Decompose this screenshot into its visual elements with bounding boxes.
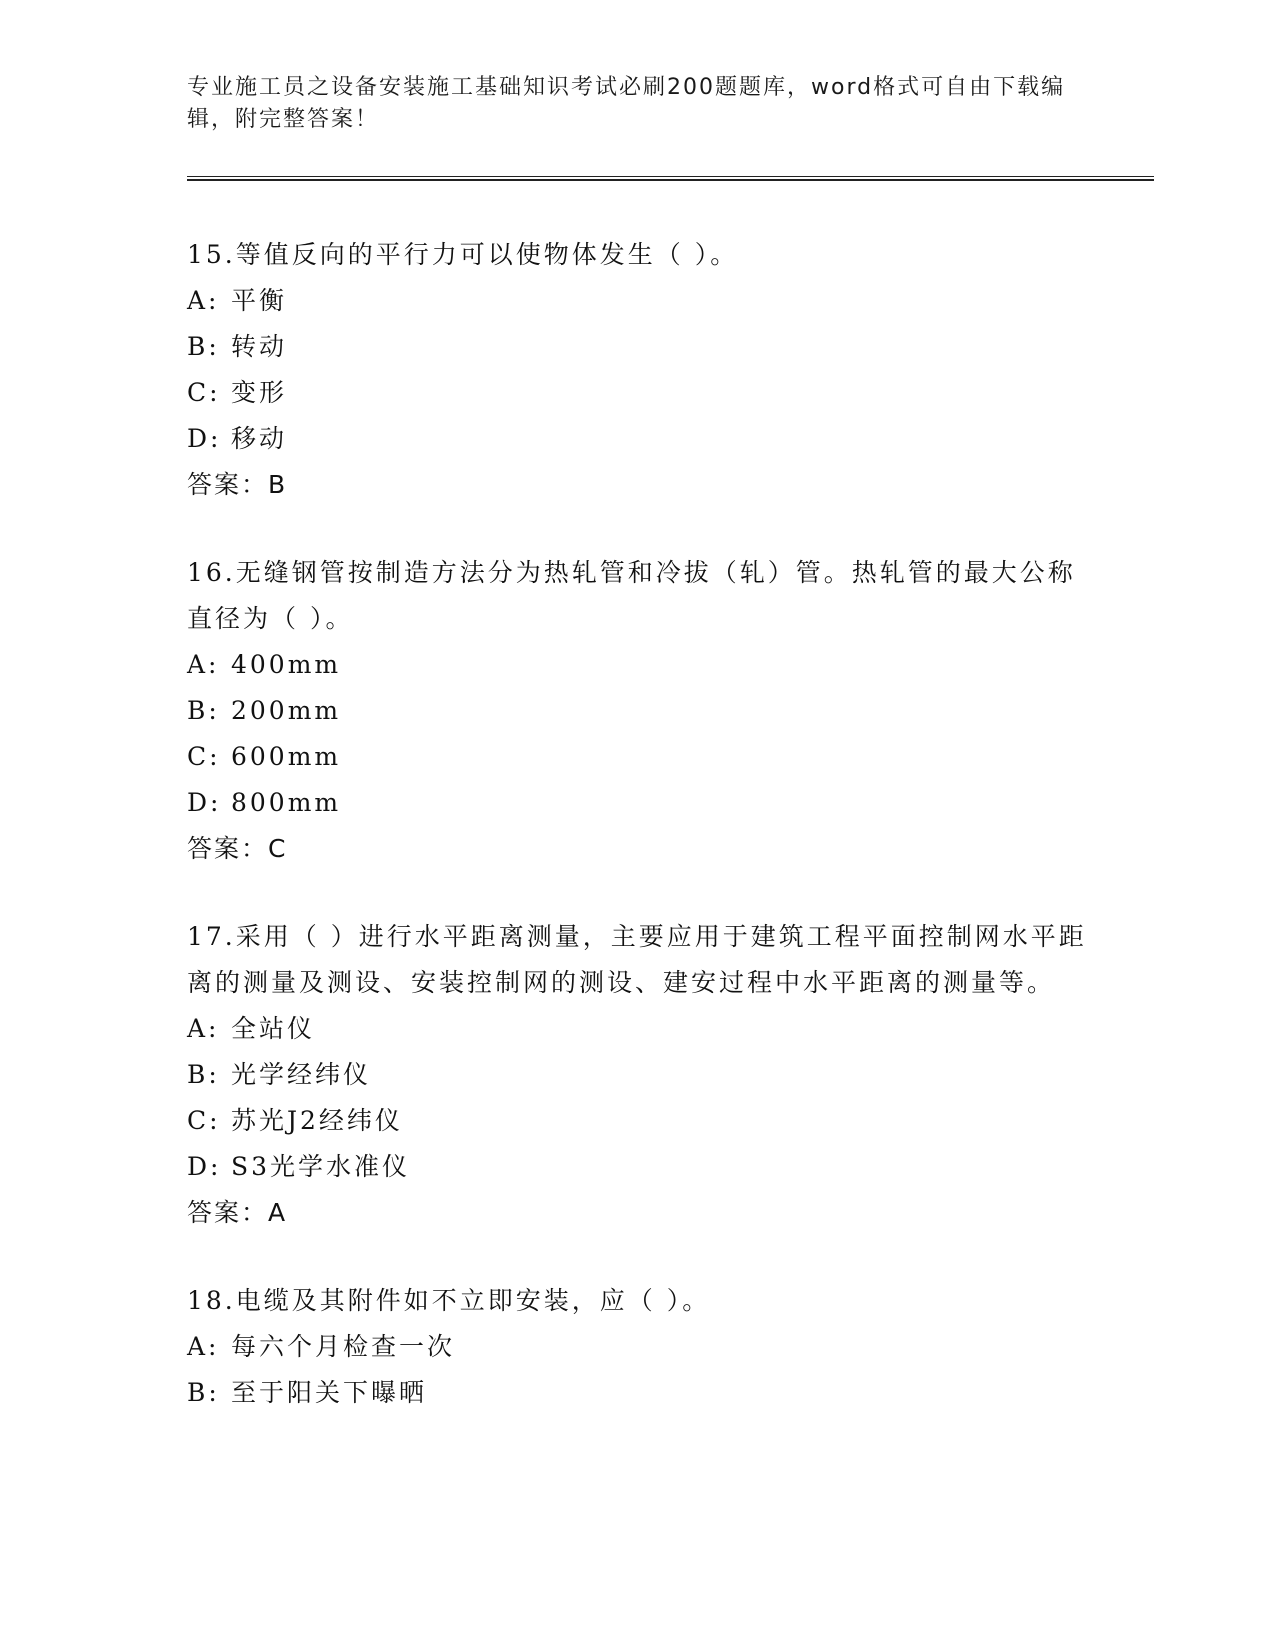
option-text: 变形 [231,378,288,407]
option-letter: D: [187,788,222,817]
option-b [187,1370,1087,1416]
question-text: 17.采用（ ）进行水平距离测量，主要应用于建筑工程平面控制网水平距离的测量及测设、安装控制网的测设、建安过程中水平距离的测量等。 [187,922,1087,997]
option-text: 400mm [231,650,342,679]
option-text: 转动 [231,332,288,361]
option-c [187,734,1087,780]
option-text: 平衡 [231,286,288,315]
option-letter: A: [187,286,220,315]
answer-line: 答案：B [187,470,288,499]
option-text: 全站仪 [231,1014,316,1043]
answer-line: 答案：C [187,834,288,863]
header-divider [187,176,1154,181]
option-d [187,416,1087,462]
option-letter: B: [187,332,220,361]
option-letter: C: [187,378,221,407]
option-text: 移动 [231,424,288,453]
option-letter: C: [187,742,221,771]
question-16 [187,550,1087,872]
option-letter: D: [187,1152,222,1181]
option-a [187,1006,1087,1052]
option-text: 每六个月检查一次 [231,1332,456,1361]
option-text: 光学经纬仪 [231,1060,372,1089]
option-b [187,688,1087,734]
option-text: 苏光J2经纬仪 [231,1106,403,1135]
option-text: 600mm [231,742,342,771]
question-list [187,232,1087,1458]
question-15 [187,232,1087,508]
question-text: 18.电缆及其附件如不立即安装，应（ ）。 [187,1286,711,1315]
option-text: S3光学水准仪 [231,1152,411,1181]
question-text: 16.无缝钢管按制造方法分为热轧管和冷拔（轧）管。热轧管的最大公称直径为（ ）。 [187,558,1076,633]
option-letter: B: [187,696,220,725]
option-text: 800mm [231,788,342,817]
option-b [187,1052,1087,1098]
option-text: 200mm [231,696,342,725]
question-17 [187,914,1087,1236]
option-c [187,370,1087,416]
question-text: 15.等值反向的平行力可以使物体发生（ ）。 [187,240,739,269]
option-d [187,780,1087,826]
option-letter: D: [187,424,222,453]
option-a [187,642,1087,688]
option-a [187,278,1087,324]
question-18 [187,1278,1087,1416]
answer-line: 答案：A [187,1198,288,1227]
option-letter: A: [187,1014,220,1043]
option-letter: B: [187,1060,220,1089]
option-letter: C: [187,1106,221,1135]
option-b [187,324,1087,370]
document-header: 专业施工员之设备安装施工基础知识考试必刷200题题库，word格式可自由下载编辑，附完整答案！ [187,75,1066,132]
option-a [187,1324,1087,1370]
option-c [187,1098,1087,1144]
option-letter: A: [187,650,220,679]
option-text: 至于阳关下曝晒 [231,1378,428,1407]
option-letter: B: [187,1378,220,1407]
option-d [187,1144,1087,1190]
option-letter: A: [187,1332,220,1361]
